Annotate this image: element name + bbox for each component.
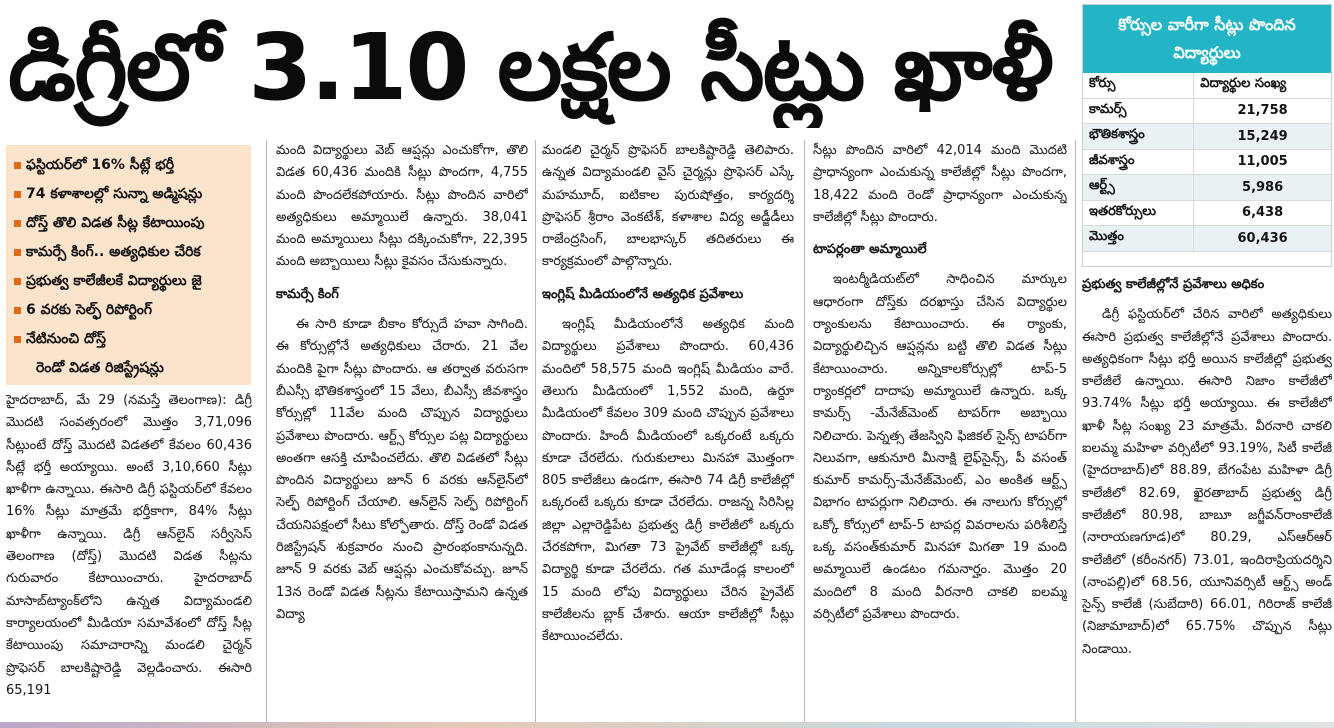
section-subheading: కామర్సే కింగ్	[276, 286, 339, 302]
table-row	[1083, 98, 1331, 124]
article-column-5	[1082, 272, 1332, 726]
highlight-item: 74 కళాశాలల్లో సున్నా అడ్మిషన్లు	[12, 180, 247, 209]
column-divider	[535, 140, 536, 726]
article-paragraph: ఇంటర్మీడియట్‌లో సాధించిన మార్కుల ఆధారంగా దోస్త్‌కు దరఖాస్తు చేసిన విద్యార్థుల ర్యాంకులను కేటాయించారు. ఈ ర్యాంకు, విద్యార్థులిచ్చిన ఆప్షన్లను బట్టి తొలి విడత సీట్లు కేటాయించారు. అన్నికాలకోర్సుల్లో టాప్-5 ర్యాంకర్లలో దాదాపు అమ్మాయిలే ఉన్నారు. ఒక్క కామర్స్ -మేనేజ్‌మెంట్ టాపర్‌గా అబ్బాయి నిలిచారు. పెన్నత్స తేజస్విని ఫిజికల్ సైన్స్ టాపర్‌గా నిలువగా, ఆకునూరి మీనాక్షి లైఫ్‌సైన్స్, పీ వసంత్ కుమార్ కామర్స్-మేనేజ్‌మెంట్, ఎం అంకిత ఆర్ట్స్ విభాగం టాపర్లుగా నిలిచారు. ఈ నాలుగు కోర్సుల్లో ఒక్కో కోర్సులో టాప్-5 టాపర్ల వివరాలను పరిశీలిస్తే ఒక్క వసంత్‌కుమార్ మినహా మిగతా 19 మంది అమ్మాయిలే ఉండటం గమనార్హం. మొత్తం 20 మందిలో 8 మంది వీరనారి చాకలి ఐలమ్మ వర్సిటీలో ప్రవేశాలు పొందారు.	[813, 272, 1067, 622]
column-divider	[266, 140, 267, 726]
table-title: కోర్సుల వారీగా సీట్లు పొందిన విద్యార్థులు	[1083, 5, 1331, 73]
highlight-item: నేటినుంచి దోస్త్	[12, 325, 247, 354]
column-divider	[804, 140, 805, 726]
highlight-item: ప్రభుత్వ కాలేజీలకే విద్యార్థులు జై	[12, 267, 247, 296]
article-column-2	[276, 140, 528, 726]
student-count-cell: 11,005	[1194, 149, 1331, 175]
section-subheading: ఇంగ్లిష్ మీడియంలోనే అత్యధిక ప్రవేశాలు	[542, 286, 744, 302]
course-name-cell: మొత్తం	[1083, 226, 1194, 252]
table-row	[1083, 175, 1331, 201]
highlight-item: ఫస్టియర్‌లో 16% సీట్లే భర్తీ	[12, 151, 247, 180]
course-name-cell: కామర్స్	[1083, 98, 1194, 124]
bottom-photo-strip	[0, 722, 1334, 728]
highlight-item: కామర్సే కింగ్.. అత్యధికుల చేరిక	[12, 238, 247, 267]
course-name-cell: ఆర్ట్స్	[1083, 175, 1194, 201]
student-count-cell: 60,436	[1194, 226, 1331, 252]
article-column-3	[542, 140, 794, 726]
table-header-cell: కోర్సు	[1083, 73, 1194, 98]
table-row	[1083, 124, 1331, 150]
article-paragraph: ఈ సారి కూడా బీకాం కోర్సుదే హవా సాగింది. ఈ కోర్సుల్లోనే అత్యధికులు చేరారు. 21 వేల మందికి పైగా సీట్లు పొందారు. ఆ తర్వాత వరుసగా బీఎస్సీ భౌతికశాస్త్రంలో 15 వేలు, బీఎస్సీ జీవశాస్త్రం కోర్సుల్లో 11వేల మంది చొప్పున విద్యార్థులు ప్రవేశాలు పొందారు. ఆర్ట్స్ కోర్సుల పట్ల విద్యార్థులు అంతగా ఆసక్తి చూపించలేదు. తొలి విడతలో సీట్లు పొందిన విద్యార్థులు జూన్ 6 వరకు ఆన్‌లైన్‌లో సెల్ఫ్ రిపోర్టింగ్ చేయాలి. ఆన్‌లైన్ సెల్ఫ్ రిపోర్టింగ్ చేయనిపక్షంలో సీటు కోల్పోతారు. దోస్త్ రెండో విడత రిజిస్ట్రేషన్ శుక్రవారం నుంచి ప్రారంభంకానున్నది. జూన్ 9 వరకు వెబ్ ఆప్షన్లు ఎంచుకోవచ్చు. జూన్ 13న రెండో విడత సీట్లను కేటాయిస్తామని ఉన్నత విద్యా	[276, 317, 528, 622]
table-row	[1083, 149, 1331, 175]
highlight-item: దోస్త్ తొలి విడత సీట్ల కేటాయింపు	[12, 209, 247, 238]
article-paragraph: హైదరాబాద్, మే 29 (నమస్తే తెలంగాణ): డిగ్రీ మొదటి సంవత్సరంలో మొత్తం 3,71,096 సీట్లుంటే దోస్త్ మొదటి విడతలో కేవలం 60,436 సీట్లే భర్తీ అయ్యాయి. అంటే 3,10,660 సీట్లు ఖాళీగా ఉన్నాయి. ఈసారి డిగ్రీ ఫస్టియర్‌లో కేవలం 16% సీట్లు మాత్రమే భర్తీకాగా, 84% సీట్లు ఖాళీగా ఉన్నాయి. డిగ్రీ ఆన్‌లైన్ సర్వీసెస్ తెలంగాణ (దోస్త్) మొదటి విడత సీట్లను గురువారం కేటాయించారు. హైదరాబాద్ మాసాబ్‌ట్యాంక్‌లోని ఉన్నత విద్యామండలి కార్యాలయంలో మీడియా సమావేశంలో దోస్త్ సీట్ల కేటాయింపు సమాచారాన్ని మండలి చైర్మన్ ప్రొఫెసర్ బాలకిష్టారెడ్డి వెల్లడించారు. ఈసారి 65,191	[6, 393, 252, 698]
section-subheading: ప్రభుత్వ కాలేజీల్లోనే ప్రవేశాలు అధికం	[1082, 277, 1265, 292]
student-count-cell: 21,758	[1194, 98, 1331, 124]
table-header-cell: విద్యార్థుల సంఖ్య	[1194, 73, 1331, 98]
student-count-cell: 15,249	[1194, 124, 1331, 150]
headline: డిగ్రీలో 3.10 లక్షల సీట్లు ఖాళీ	[8, 14, 1052, 121]
article-paragraph: డిగ్రీ ఫస్టియర్‌లో చేరిన వారిలో అత్యధికులు ఈసారి ప్రభుత్వ కాలేజీల్లోనే ప్రవేశాలు పొందారు. అత్యధికంగా సీట్లు భర్తీ అయిన కాలేజీల్లో ప్రభుత్వ కాలేజీలే ఉన్నాయి. ఈసారి నిజాం కాలేజీలో 93.74% సీట్లు భర్తీ అయ్యాయి. ఈ కాలేజీలో ఖాళీ సీట్ల సంఖ్య 23 మాత్రమే. వీరనారి చాకలి ఐలమ్మ మహిళా వర్సిటీలో 93.19%, సిటీ కాలేజీ (హైదరాబాద్)లో 88.89, బేగంపేట మహిళా డిగ్రీ కాలేజీలో 82.69, ఖైరతాబాద్ ప్రభుత్వ డిగ్రీ కాలేజీలో 80.98, బాబూ జగ్జీవన్‌రాంకాలేజీ (నారాయణగూడ)లో 80.29, ఎస్‌ఆర్‌ఆర్ కాలేజీలో (కరీంనగర్) 73.01, ఇందిరాప్రియదర్శిని (నాంపల్లి)లో 68.56, యూనివర్సిటీ ఆర్ట్స్ అండ్ సైన్స్ కాలేజీ (సుబేదారి) 66.01, గిరిరాజ్ కాలేజీ (నిజామాబాద్)లో 65.75% చొప్పున సీట్లు నిండాయి.	[1082, 307, 1332, 657]
column-divider	[1075, 140, 1076, 726]
highlight-item: 6 వరకు సెల్ఫ్ రిపోర్టింగ్	[12, 296, 247, 325]
course-stats-table-box	[1082, 4, 1332, 267]
student-count-cell: 5,986	[1194, 175, 1331, 201]
course-name-cell: జీవశాస్త్రం	[1083, 149, 1194, 175]
highlights-box	[6, 145, 251, 385]
course-stats-table	[1083, 73, 1331, 252]
article-paragraph: సీట్లు పొందిన వారిలో 42,014 మంది మొదటి ప్రాధాన్యంగా ఎంచుకున్న కాలేజీల్లో సీట్లు పొందగా, 18,422 మంది రెండో ప్రాధాన్యంగా ఎంచుకున్న కాలేజీల్లో సీట్లు పొందారు.	[813, 143, 1067, 225]
article-paragraph: ఇంగ్లిష్ మీడియంలోనే అత్యధిక మంది విద్యార్థులు ప్రవేశాలు పొందారు. 60,436 మందిలో 58,575 మంది ఇంగ్లిష్ మీడియం వారే. తెలుగు మీడియంలో 1,552 మంది, ఉర్దూ మీడియంలో కేవలం 309 మంది చొప్పున ప్రవేశాలు పొందారు. హిందీ మీడియంలో ఒక్కరంటే ఒక్కరు కూడా చేరలేదు. గురుకులాలు మినహా మొత్తంగా 805 కాలేజీలు ఉండగా, ఈసారి 74 డిగ్రీ కాలేజీల్లో ఒక్కరంటే ఒక్కరు కూడా చేరలేదు. రాజన్న సిరిసిల్ల జిల్లా ఎల్లారెడ్డిపేట ప్రభుత్వ డిగ్రీ కాలేజీలో ఒక్కరు చేరకపోగా, మిగతా 73 ప్రైవేట్ కాలేజీల్లో ఒక్క విద్యార్థి కూడా చేరలేదు. గత మూడేండ్ల కాలంలో 15 మంది లోపు విద్యార్థులు చేరిన ప్రైవేట్ కాలేజీలను బ్లాక్ చేశారు. ఆయా కాలేజీల్లో సీట్లు కేటాయించలేదు.	[542, 317, 794, 645]
article-paragraph: మంది విద్యార్థులు వెబ్ ఆప్షన్లు ఎంచుకోగా, తొలి విడత 60,436 మందికి సీట్లు పొందగా, 4,755 మంది పొందలేకపోయారు. సీట్లు పొందిన వారిలో అత్యధికులు అమ్మాయిలే ఉన్నారు. 38,041 మంది అమ్మాయిలు సీట్లు దక్కించుకోగా, 22,395 మంది అబ్బాయిలు సీట్లు కైవసం చేసుకున్నారు.	[276, 143, 528, 270]
article-column-4	[813, 140, 1067, 726]
student-count-cell: 6,438	[1194, 200, 1331, 226]
course-name-cell: ఇతరకోర్సులు	[1083, 200, 1194, 226]
article-column-1	[6, 390, 252, 726]
section-subheading: టాపర్లంతా అమ్మాయిలే	[813, 242, 927, 258]
article-paragraph: మండలి చైర్మన్ ప్రొఫెసర్ బాలకిష్టారెడ్డి తెలిపారు. ఉన్నత విద్యామండలి వైస్ చైర్మన్లు ప్రొఫెసర్ ఎస్కే మహమూద్, ఐటికాల పురుషోత్తం, కార్యదర్శి ప్రొఫెసర్ శ్రీరాం వెంకటేశ్, కళాశాల విద్య అడ్జీడీలు రాజేంద్రసింగ్, బాలభాస్కర్ తదితరులు ఈ కార్యక్రమంలో పాల్గొన్నారు.	[542, 143, 794, 270]
highlight-item: రెండో విడత రిజిస్ట్రేషన్లు	[36, 360, 164, 376]
table-row	[1083, 200, 1331, 226]
table-row	[1083, 226, 1331, 252]
course-name-cell: భౌతికశాస్త్రం	[1083, 124, 1194, 150]
